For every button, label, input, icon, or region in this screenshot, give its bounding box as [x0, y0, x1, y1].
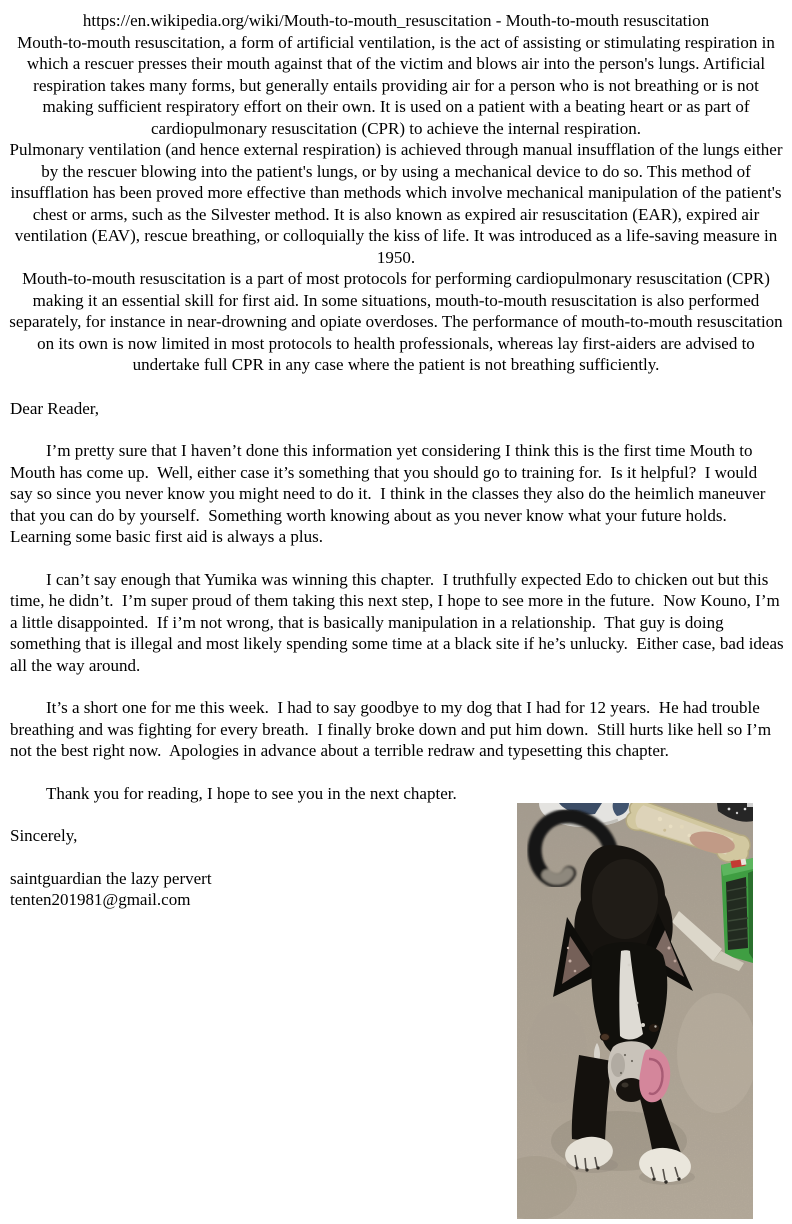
signature-name: saintguardian the lazy pervert [10, 868, 212, 888]
letter-paragraph-3: It’s a short one for me this week. I had to say goodbye to my dog that I had for 12 years. He had trouble breathing and was fighting for every breath. I finally broke down and put him down. Still hurts like hell so I’m not the best right now. Apologies in advance about a terrible redraw and typesetting this chapter. [10, 698, 776, 760]
signature-email: tenten201981@gmail.com [10, 890, 191, 909]
green-box [721, 858, 753, 963]
wiki-paragraph-1: Mouth-to-mouth resuscitation, a form of artificial ventilation, is the act of assisting or stimulating respiration in which a rescuer presses their mouth against that of the victim and blows air into the person's lungs. Artificial respiration takes many forms, but generally entails providing air for a person who is not breathing or is not making sufficient respiratory effort on their own. It is used on a patient with a beating heart or as part of cardiopulmonary resuscitation (CPR) to achieve the internal respiration. [17, 32, 775, 138]
letter-paragraph-1: I’m pretty sure that I haven’t done this information yet considering I think this is the first time Mouth to Mouth has come up. Well, either case it’s something that you should go to training for. Is it helpful? I would say so since you never know you might need to do it. I think in the classes they also do the heimlich maneuver that you can do by yourself. Something worth knowing about as you never know what your future holds. Learning some basic first aid is always a plus. [10, 441, 770, 546]
wiki-paragraph-3: Mouth-to-mouth resuscitation is a part of most protocols for performing cardiopulmonary resuscitation (CPR) making it an essential skill for first aid. In some situations, mouth-to-mouth resuscitation is also performed separately, for instance in near-drowning and opiate overdoses. The performance of mouth-to-mouth resuscitation on its own is now limited in most protocols to health professionals, whereas lay first-aiders are advised to undertake full CPR in any case where the patient is not breathing sufficiently. [9, 269, 783, 374]
wiki-paragraph-2: Pulmonary ventilation (and hence external respiration) is achieved through manual insufflation of the lungs either by the rescuer blowing into the patient's lungs, or by using a mechanical device to do so. This method of insufflation has been proved more effective than methods which involve mechanical manipulation of the patient's chest or arms, such as the Silvester method. It is also known as expired air resuscitation (EAR), expired air ventilation (EAV), rescue breathing, or colloquially the kiss of life. It was introduced as a life-saving measure in 1950. [9, 140, 783, 267]
wiki-excerpt [8, 10, 784, 376]
letter-paragraph-2: I can’t say enough that Yumika was winning this chapter. I truthfully expected Edo to chicken out but this time, he didn’t. I’m super proud of them taking this next step, I hope to see more in the future. Now Kouno, I’m a little disappointed. If i’m not wrong, that is basically manipulation in a relationship. That guy is doing something that is illegal and most likely spending some time at a black site if he’s unlucky. Either case, bad ideas all the way around. [10, 569, 788, 675]
letter-paragraph-4: Thank you for reading, I hope to see you in the next chapter. [46, 783, 457, 803]
letter-salutation: Dear Reader, [10, 398, 99, 418]
dog-photo [517, 803, 753, 1219]
letter-closing: Sincerely, [10, 826, 78, 845]
wiki-source-line: https://en.wikipedia.org/wiki/Mouth-to-mouth_resuscitation - Mouth-to-mouth resuscitation [82, 11, 710, 30]
